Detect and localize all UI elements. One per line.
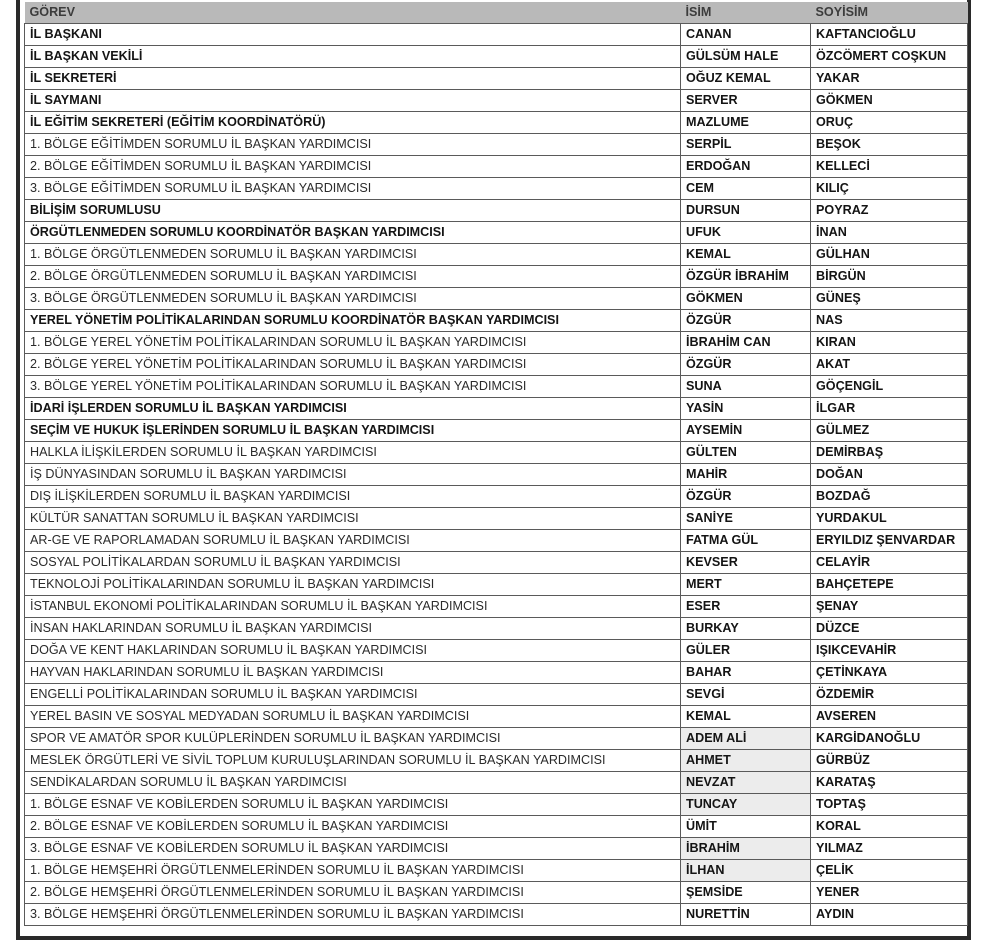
role-cell: İL BAŞKANI [25,24,681,46]
role-cell: SOSYAL POLİTİKALARDAN SORUMLU İL BAŞKAN YARDIMCISI [25,552,681,574]
last-name-cell: AKAT [811,354,968,376]
role-cell: 2. BÖLGE HEMŞEHRİ ÖRGÜTLENMELERİNDEN SORUMLU İL BAŞKAN YARDIMCISI [25,882,681,904]
last-name-cell: DÜZCE [811,618,968,640]
first-name-cell: MAZLUME [681,112,811,134]
first-name-cell: BURKAY [681,618,811,640]
table-row [25,332,968,354]
last-name-cell: KAFTANCIOĞLU [811,24,968,46]
role-cell: ENGELLİ POLİTİKALARINDAN SORUMLU İL BAŞKAN YARDIMCISI [25,684,681,706]
role-cell: 2. BÖLGE ESNAF VE KOBİLERDEN SORUMLU İL BAŞKAN YARDIMCISI [25,816,681,838]
first-name-cell: MAHİR [681,464,811,486]
last-name-cell: KARATAŞ [811,772,968,794]
header-row [25,2,968,24]
role-cell: 2. BÖLGE ÖRGÜTLENMEDEN SORUMLU İL BAŞKAN YARDIMCISI [25,266,681,288]
role-cell: 1. BÖLGE ÖRGÜTLENMEDEN SORUMLU İL BAŞKAN YARDIMCISI [25,244,681,266]
table-row [25,420,968,442]
first-name-cell: SANİYE [681,508,811,530]
role-cell: 3. BÖLGE YEREL YÖNETİM POLİTİKALARINDAN SORUMLU İL BAŞKAN YARDIMCISI [25,376,681,398]
table-row [25,376,968,398]
first-name-cell: GÜLER [681,640,811,662]
last-name-cell: BEŞOK [811,134,968,156]
table-row [25,816,968,838]
first-name-cell: DURSUN [681,200,811,222]
first-name-cell: ESER [681,596,811,618]
last-name-cell: ÖZCÖMERT COŞKUN [811,46,968,68]
role-cell: HALKLA İLİŞKİLERDEN SORUMLU İL BAŞKAN YARDIMCISI [25,442,681,464]
table-row [25,134,968,156]
first-name-cell: KEMAL [681,244,811,266]
first-name-cell: NURETTİN [681,904,811,926]
table-row [25,178,968,200]
table-row [25,684,968,706]
table-row [25,68,968,90]
role-cell: SENDİKALARDAN SORUMLU İL BAŞKAN YARDIMCISI [25,772,681,794]
last-name-cell: CELAYİR [811,552,968,574]
role-cell: MESLEK ÖRGÜTLERİ VE SİVİL TOPLUM KURULUŞLARINDAN SORUMLU İL BAŞKAN YARDIMCISI [25,750,681,772]
last-name-cell: KELLECİ [811,156,968,178]
last-name-cell: AYDIN [811,904,968,926]
first-name-cell: GÖKMEN [681,288,811,310]
table-row [25,596,968,618]
table-row [25,662,968,684]
role-cell: 1. BÖLGE ESNAF VE KOBİLERDEN SORUMLU İL BAŞKAN YARDIMCISI [25,794,681,816]
first-name-cell: GÜLSÜM HALE [681,46,811,68]
table-row [25,90,968,112]
table-row [25,112,968,134]
first-name-cell: FATMA GÜL [681,530,811,552]
roster-table [24,2,968,926]
role-cell: İDARİ İŞLERDEN SORUMLU İL BAŞKAN YARDIMCISI [25,398,681,420]
table-row [25,222,968,244]
table-row [25,24,968,46]
table-row [25,398,968,420]
first-name-cell: KEMAL [681,706,811,728]
first-name-cell: ERDOĞAN [681,156,811,178]
role-cell: KÜLTÜR SANATTAN SORUMLU İL BAŞKAN YARDIMCISI [25,508,681,530]
last-name-cell: BAHÇETEPE [811,574,968,596]
table-row [25,156,968,178]
role-cell: SEÇİM VE HUKUK İŞLERİNDEN SORUMLU İL BAŞKAN YARDIMCISI [25,420,681,442]
role-cell: AR-GE VE RAPORLAMADAN SORUMLU İL BAŞKAN YARDIMCISI [25,530,681,552]
role-cell: İŞ DÜNYASINDAN SORUMLU İL BAŞKAN YARDIMCISI [25,464,681,486]
first-name-cell: YASİN [681,398,811,420]
first-name-cell: ÖZGÜR [681,310,811,332]
role-cell: 3. BÖLGE HEMŞEHRİ ÖRGÜTLENMELERİNDEN SORUMLU İL BAŞKAN YARDIMCISI [25,904,681,926]
table-row [25,508,968,530]
first-name-cell: CEM [681,178,811,200]
last-name-cell: KARGİDANOĞLU [811,728,968,750]
role-cell: 2. BÖLGE YEREL YÖNETİM POLİTİKALARINDAN SORUMLU İL BAŞKAN YARDIMCISI [25,354,681,376]
roster-body [25,24,968,926]
role-cell: İL EĞİTİM SEKRETERİ (EĞİTİM KOORDİNATÖRÜ) [25,112,681,134]
first-name-cell: SERPİL [681,134,811,156]
role-cell: DIŞ İLİŞKİLERDEN SORUMLU İL BAŞKAN YARDIMCISI [25,486,681,508]
last-name-cell: POYRAZ [811,200,968,222]
last-name-cell: NAS [811,310,968,332]
last-name-cell: KILIÇ [811,178,968,200]
table-row [25,464,968,486]
table-row [25,200,968,222]
first-name-cell: ÖZGÜR [681,486,811,508]
first-name-cell: SUNA [681,376,811,398]
first-name-cell: GÜLTEN [681,442,811,464]
last-name-cell: GÖÇENGİL [811,376,968,398]
last-name-cell: ÇETİNKAYA [811,662,968,684]
last-name-cell: GÖKMEN [811,90,968,112]
last-name-cell: ORUÇ [811,112,968,134]
first-name-cell: ADEM ALİ [681,728,811,750]
last-name-cell: AVSEREN [811,706,968,728]
table-row [25,310,968,332]
first-name-cell: MERT [681,574,811,596]
table-row [25,46,968,68]
last-name-cell: YENER [811,882,968,904]
role-cell: BİLİŞİM SORUMLUSU [25,200,681,222]
table-row [25,552,968,574]
table-row [25,486,968,508]
last-name-cell: YILMAZ [811,838,968,860]
column-header-last-name: SOYİSİM [811,2,968,24]
first-name-cell: TUNCAY [681,794,811,816]
table-row [25,772,968,794]
role-cell: İSTANBUL EKONOMİ POLİTİKALARINDAN SORUMLU İL BAŞKAN YARDIMCISI [25,596,681,618]
table-row [25,244,968,266]
last-name-cell: ÖZDEMİR [811,684,968,706]
first-name-cell: NEVZAT [681,772,811,794]
role-cell: İL BAŞKAN VEKİLİ [25,46,681,68]
first-name-cell: İBRAHİM [681,838,811,860]
role-cell: YEREL YÖNETİM POLİTİKALARINDAN SORUMLU KOORDİNATÖR BAŞKAN YARDIMCISI [25,310,681,332]
last-name-cell: KORAL [811,816,968,838]
first-name-cell: ÜMİT [681,816,811,838]
first-name-cell: UFUK [681,222,811,244]
first-name-cell: AYSEMİN [681,420,811,442]
role-cell: 1. BÖLGE YEREL YÖNETİM POLİTİKALARINDAN SORUMLU İL BAŞKAN YARDIMCISI [25,332,681,354]
role-cell: 2. BÖLGE EĞİTİMDEN SORUMLU İL BAŞKAN YARDIMCISI [25,156,681,178]
role-cell: İL SAYMANI [25,90,681,112]
role-cell: İNSAN HAKLARINDAN SORUMLU İL BAŞKAN YARDIMCISI [25,618,681,640]
last-name-cell: YAKAR [811,68,968,90]
role-cell: 3. BÖLGE EĞİTİMDEN SORUMLU İL BAŞKAN YARDIMCISI [25,178,681,200]
last-name-cell: ERYILDIZ ŞENVARDAR [811,530,968,552]
last-name-cell: GÜLHAN [811,244,968,266]
table-row [25,530,968,552]
first-name-cell: CANAN [681,24,811,46]
role-cell: YEREL BASIN VE SOSYAL MEDYADAN SORUMLU İL BAŞKAN YARDIMCISI [25,706,681,728]
table-row [25,574,968,596]
table-row [25,288,968,310]
last-name-cell: ŞENAY [811,596,968,618]
first-name-cell: SERVER [681,90,811,112]
table-row [25,442,968,464]
table-row [25,750,968,772]
role-cell: HAYVAN HAKLARINDAN SORUMLU İL BAŞKAN YARDIMCISI [25,662,681,684]
role-cell: İL SEKRETERİ [25,68,681,90]
table-row [25,860,968,882]
last-name-cell: DEMİRBAŞ [811,442,968,464]
last-name-cell: BİRGÜN [811,266,968,288]
last-name-cell: İLGAR [811,398,968,420]
last-name-cell: TOPTAŞ [811,794,968,816]
role-cell: DOĞA VE KENT HAKLARINDAN SORUMLU İL BAŞKAN YARDIMCISI [25,640,681,662]
table-row [25,618,968,640]
column-header-role: GÖREV [25,2,681,24]
last-name-cell: ÇELİK [811,860,968,882]
role-cell: SPOR VE AMATÖR SPOR KULÜPLERİNDEN SORUMLU İL BAŞKAN YARDIMCISI [25,728,681,750]
table-row [25,706,968,728]
first-name-cell: SEVGİ [681,684,811,706]
last-name-cell: DOĞAN [811,464,968,486]
role-cell: ÖRGÜTLENMEDEN SORUMLU KOORDİNATÖR BAŞKAN YARDIMCISI [25,222,681,244]
last-name-cell: GÜRBÜZ [811,750,968,772]
column-header-first-name: İSİM [681,2,811,24]
last-name-cell: GÜNEŞ [811,288,968,310]
last-name-cell: İNAN [811,222,968,244]
last-name-cell: YURDAKUL [811,508,968,530]
table-row [25,354,968,376]
first-name-cell: İLHAN [681,860,811,882]
first-name-cell: OĞUZ KEMAL [681,68,811,90]
table-row [25,882,968,904]
first-name-cell: ÖZGÜR İBRAHİM [681,266,811,288]
first-name-cell: KEVSER [681,552,811,574]
first-name-cell: AHMET [681,750,811,772]
table-row [25,640,968,662]
table-row [25,266,968,288]
first-name-cell: ŞEMSİDE [681,882,811,904]
last-name-cell: IŞIKCEVAHİR [811,640,968,662]
role-cell: 3. BÖLGE ÖRGÜTLENMEDEN SORUMLU İL BAŞKAN YARDIMCISI [25,288,681,310]
first-name-cell: BAHAR [681,662,811,684]
role-cell: 3. BÖLGE ESNAF VE KOBİLERDEN SORUMLU İL BAŞKAN YARDIMCISI [25,838,681,860]
role-cell: 1. BÖLGE HEMŞEHRİ ÖRGÜTLENMELERİNDEN SORUMLU İL BAŞKAN YARDIMCISI [25,860,681,882]
last-name-cell: BOZDAĞ [811,486,968,508]
table-row [25,794,968,816]
table-row [25,904,968,926]
last-name-cell: GÜLMEZ [811,420,968,442]
first-name-cell: ÖZGÜR [681,354,811,376]
first-name-cell: İBRAHİM CAN [681,332,811,354]
table-row [25,838,968,860]
table-row [25,728,968,750]
role-cell: TEKNOLOJİ POLİTİKALARINDAN SORUMLU İL BAŞKAN YARDIMCISI [25,574,681,596]
role-cell: 1. BÖLGE EĞİTİMDEN SORUMLU İL BAŞKAN YARDIMCISI [25,134,681,156]
last-name-cell: KIRAN [811,332,968,354]
